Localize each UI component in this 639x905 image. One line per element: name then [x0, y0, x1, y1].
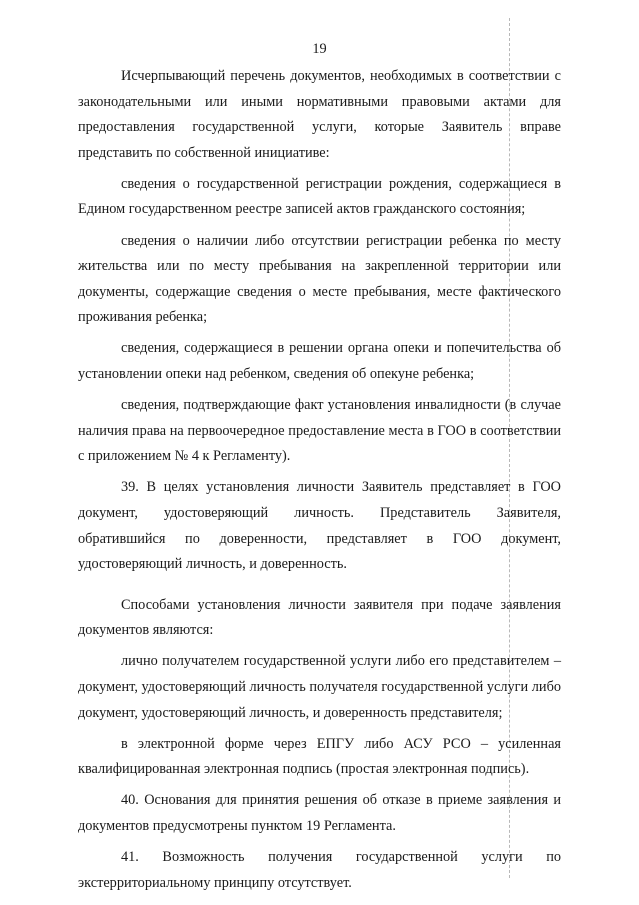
paragraph-residence-registration: сведения о наличии либо отсутствии регистрации ребенка по месту жительства или по месту пребывания на закрепленной территории или документы, содержащие сведения о месте пребывания, месте фактического проживания ребенка;: [78, 232, 561, 326]
paragraph-electronic: в электронной форме через ЕПГУ либо АСУ РСО – усиленная квалифицированная электронная подпись (простая электронная подпись).: [78, 735, 561, 778]
paragraph-identity-methods: Способами установления личности заявителя при подаче заявления документов являются:: [78, 596, 561, 639]
paragraph-guardianship: сведения, содержащиеся в решении органа опеки и попечительства об установлении опеки над ребенком, сведения об опекуне ребенка;: [78, 340, 561, 383]
paragraph-in-person: лично получателем государственной услуги либо его представителем – документ, удостоверяющий личность получателя государственной услуги либо документ, удостоверяющий личность, и доверенность представителя;: [78, 653, 561, 721]
paragraph-documents-list-intro: Исчерпывающий перечень документов, необходимых в соответствии с законодательными или иными нормативными правовыми актами для предоставления государственной услуги, которые Заявитель вправе представить по собственной инициативе:: [78, 68, 561, 161]
page-number: 19: [312, 41, 327, 57]
paragraph-41-extraterritorial: 41. Возможность получения государственной услуги по экстерриториальному принципу отсутствует.: [78, 849, 561, 891]
paragraph-birth-registration: сведения о государственной регистрации рождения, содержащиеся в Едином государственном реестре записей актов гражданского состояния;: [78, 175, 561, 218]
paragraph-39-identity: 39. В целях установления личности Заявитель представляет в ГОО документ, удостоверяющий личность. Представитель Заявителя, обратившийся по доверенности, представляет в ГОО документ, удостоверяющий личность, и доверенность.: [78, 479, 561, 573]
document-body: [78, 64, 561, 902]
paragraph-40-refusal: 40. Основания для принятия решения об отказе в приеме заявления и документов предусмотрены пунктом 19 Регламента.: [78, 792, 561, 835]
paragraph-disability: сведения, подтверждающие факт установления инвалидности (в случае наличия права на первоочередное предоставление места в ГОО в соответствии с приложением № 4 к Регламенту).: [78, 397, 561, 465]
